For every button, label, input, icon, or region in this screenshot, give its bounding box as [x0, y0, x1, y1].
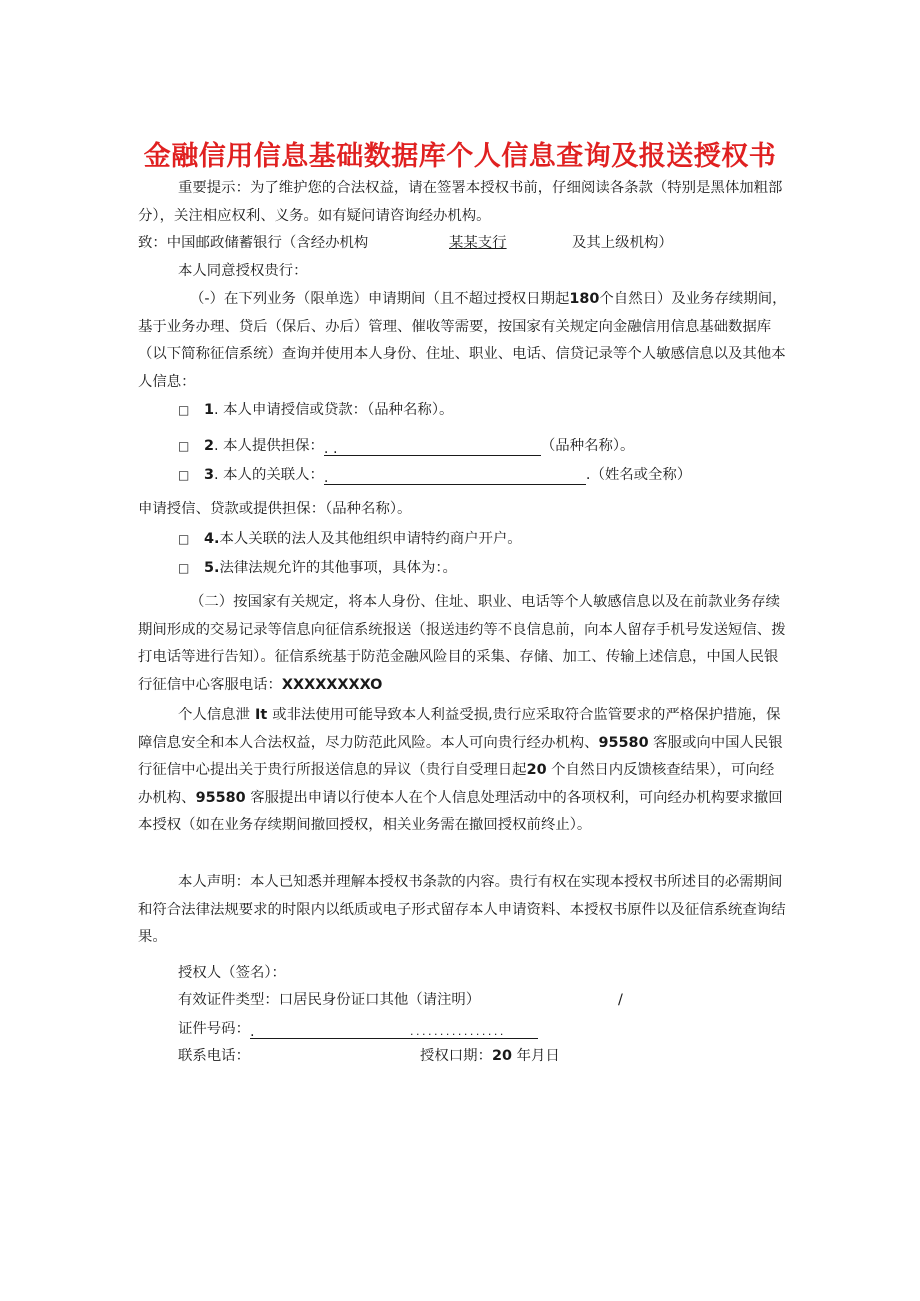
clause-one-intro: （-）在下列业务（限单选）申请期间（且不超过授权日期起: [190, 291, 570, 307]
authorization-date: [420, 1046, 560, 1066]
blank-leader: . .: [323, 441, 338, 457]
addressee-prefix: 致：中国邮政储蓄银行（含经办机构: [138, 235, 369, 251]
option-number: 5.: [204, 560, 220, 576]
blank-leader: .: [323, 470, 329, 486]
leak-text: 个自然日内反馈核查结果），可向经办机构、: [138, 762, 775, 806]
option-label: 本人关联的法人及其他组织申请特约商户开户。: [219, 531, 522, 547]
option-number: 3: [204, 467, 215, 483]
clause-two-body: （二）按国家有关规定，将本人身份、住址、职业、电话等个人敏感信息以及在前款业务存续期间形成的交易记录等信息向征信系统报送（报送违约等不良信息前，向本人留存手机号发送短信、拨打电话等进行告知）。征信系统基于防范金融风险目的采集、存储、加工、传输上述信息，中国人民银行征信中心客服电话：: [138, 594, 786, 693]
option-5[interactable]: [178, 558, 457, 578]
leak-text: 客服提出申请以行使本人在个人信息处理活动中的各项权利，可向经办机构要求撤回本授权（如在业务存续期间撤回授权，相关业务需在撤回授权前终止）。: [138, 789, 783, 833]
id-number-label: 证件号码：: [178, 1021, 250, 1037]
option-4[interactable]: [178, 529, 522, 549]
addressee-suffix: 及其上级机构）: [572, 235, 673, 251]
leak-risk-paragraph: [138, 702, 788, 840]
checkbox-icon[interactable]: □: [178, 532, 190, 546]
service-hotline: 95580: [598, 734, 649, 751]
related-person-blank[interactable]: [324, 468, 586, 485]
checkbox-icon[interactable]: □: [178, 439, 190, 453]
option-3-continuation: 申请授信、贷款或提供担保：（品种名称）。: [138, 501, 412, 517]
option-suffix: （品种名称）。: [540, 438, 635, 454]
id-number-blank[interactable]: [250, 1022, 410, 1039]
date-label: 授权口期：: [420, 1048, 492, 1064]
important-notice: 重要提示：为了维护您的合法权益，请在签署本授权书前，仔细阅读各条款（特别是黑体加粗部分），关注相应权利、义务。如有疑问请咨询经办机构。: [138, 180, 783, 224]
option-number: 1: [204, 402, 215, 418]
branch-name: 某某支行: [449, 235, 507, 251]
addressee-line: [138, 233, 673, 253]
document-title: 金融信用信息基础数据库个人信息查询及报送授权书: [143, 141, 777, 172]
phone-date-line: [178, 1046, 560, 1066]
contact-phone-label: 联系电话：: [178, 1048, 250, 1064]
feedback-days: 20: [526, 762, 547, 778]
guarantee-product-blank[interactable]: [324, 439, 541, 456]
option-suffix: .（姓名或全称）: [585, 467, 692, 483]
declaration-paragraph: 本人声明：本人已知悉并理解本授权书条款的内容。贵行有权在实现本授权书所述目的必需期间和符合法律法规要求的时限内以纸质或电子形式留存本人申请资料、本授权书原件以及征信系统查询结果。: [138, 874, 786, 945]
id-number-line[interactable]: [178, 1019, 538, 1039]
option-3[interactable]: [178, 465, 691, 485]
checkbox-icon[interactable]: □: [178, 561, 190, 575]
service-hotline: 95580: [195, 789, 246, 806]
id-type-slash: /: [618, 992, 623, 1008]
option-label: . 本人提供担保：: [214, 438, 324, 454]
date-rest: 年月日: [512, 1048, 560, 1064]
option-1[interactable]: [178, 400, 453, 420]
leak-text: 或非法使用可能导致本人利益受损,贵行应采取符合监管要求的严格保护措施，保障信息安全和本人合法权益，尽力防范此风险。本人可向贵行经办机构、: [138, 707, 781, 751]
id-type-label: 有效证件类型：口居民身份证口其他（请注明）: [178, 992, 481, 1008]
leak-text: 客服或向中国人民银行征信中心提出关于贵行所报送信息的异议（贵行自受理日起: [138, 734, 783, 778]
clause-two: [138, 589, 788, 699]
clause-one: [138, 286, 788, 396]
clause-one-body: 个自然日）及业务存续期间，基于业务办理、贷后（保后、办后）管理、催收等需要，按国家有关规定向金融信用信息基础数据库（以下简称征信系统）查询并使用本人身份、住址、职业、电话、信贷记录等个人敏感信息以及其他本人信息：: [138, 291, 787, 390]
option-2[interactable]: [178, 436, 634, 456]
signer-label: 授权人（签名）：: [178, 965, 286, 981]
clause-one-days: 180: [569, 291, 600, 307]
credit-center-phone: XXXXXXXXO: [281, 676, 383, 693]
id-type-line[interactable]: [178, 990, 623, 1010]
option-number: 4.: [204, 531, 220, 547]
option-label: . 本人的关联人：: [214, 467, 324, 483]
option-label: . 本人申请授信或贷款：（品种名称）。: [214, 402, 454, 418]
leak-text-bold: It: [249, 707, 273, 723]
option-label: 法律法规允许的其他事项，具体为：。: [219, 560, 457, 576]
leak-text: 个人信息泄: [178, 707, 250, 723]
date-year: 20: [491, 1048, 512, 1064]
checkbox-icon[interactable]: □: [178, 403, 190, 417]
option-number: 2: [204, 438, 215, 454]
blank-leader: .: [249, 1024, 255, 1040]
agree-line: 本人同意授权贵行：: [178, 263, 308, 279]
checkbox-icon[interactable]: □: [178, 468, 190, 482]
id-number-dots: . . . . . . . . . . . . . . . .: [410, 1022, 538, 1039]
